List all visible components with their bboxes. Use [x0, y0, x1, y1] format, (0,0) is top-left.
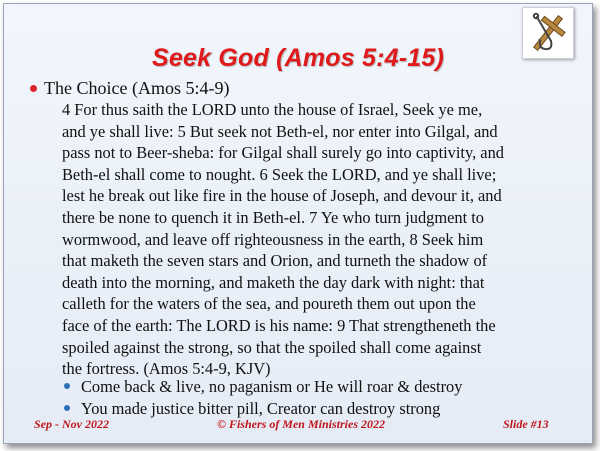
scripture-line: calleth for the waters of the sea, and poureth them out upon the: [62, 294, 476, 314]
sub-bullet-text: You made justice bitter pill, Creator can destroy strong: [81, 399, 441, 418]
scripture-line: death into the morning, and maketh the day dark with night: that: [62, 272, 485, 292]
footer-slide-number: Slide #13: [503, 417, 549, 431]
slide: [3, 3, 593, 444]
scripture-line: spoiled against the strong, so that the spoiled shall come against: [62, 337, 482, 357]
scripture-line: pass not to Beer-sheba: for Gilgal shall surely go into captivity, and: [62, 143, 504, 163]
scripture-line: and ye shall live: 5 But seek not Beth-el, nor enter into Gilgal, and: [62, 121, 498, 141]
slide-title: Seek God (Amos 5:4-15): [152, 44, 444, 72]
scripture-line: the fortress. (Amos 5:4-9, KJV): [62, 359, 271, 379]
scripture-passage: [62, 99, 582, 380]
sub-bullet-text: Come back & live, no paganism or He will roar & destroy: [81, 377, 463, 396]
scripture-line: that maketh the seven stars and Orion, and turneth the shadow of: [62, 251, 488, 271]
scripture-line: 4 For thus saith the LORD unto the house of Israel, Seek ye me,: [62, 100, 483, 119]
sub-bullet-dot-icon: [64, 383, 70, 389]
scripture-line: there be none to quench it in Beth-el. 7 Ye who turn judgment to: [62, 207, 484, 227]
footer-copyright: © Fishers of Men Ministries 2022: [217, 417, 385, 431]
bullet-dot-icon: [30, 85, 37, 92]
scripture-line: face of the earth: The LORD is his name: 9 That strengtheneth the: [62, 315, 496, 335]
sub-bullet-dot-icon: [64, 405, 70, 411]
scripture-line: Beth-el shall come to nought. 6 Seek the LORD, and ye shall live;: [62, 164, 497, 184]
main-bullet-label: The Choice (Amos 5:4-9): [44, 78, 230, 98]
scripture-line: wormwood, and leave off righteousness in the earth, 8 Seek him: [62, 229, 484, 249]
scripture-line: lest he break out like fire in the house of Joseph, and devour it, and: [62, 186, 502, 206]
footer-date: Sep - Nov 2022: [34, 417, 109, 431]
